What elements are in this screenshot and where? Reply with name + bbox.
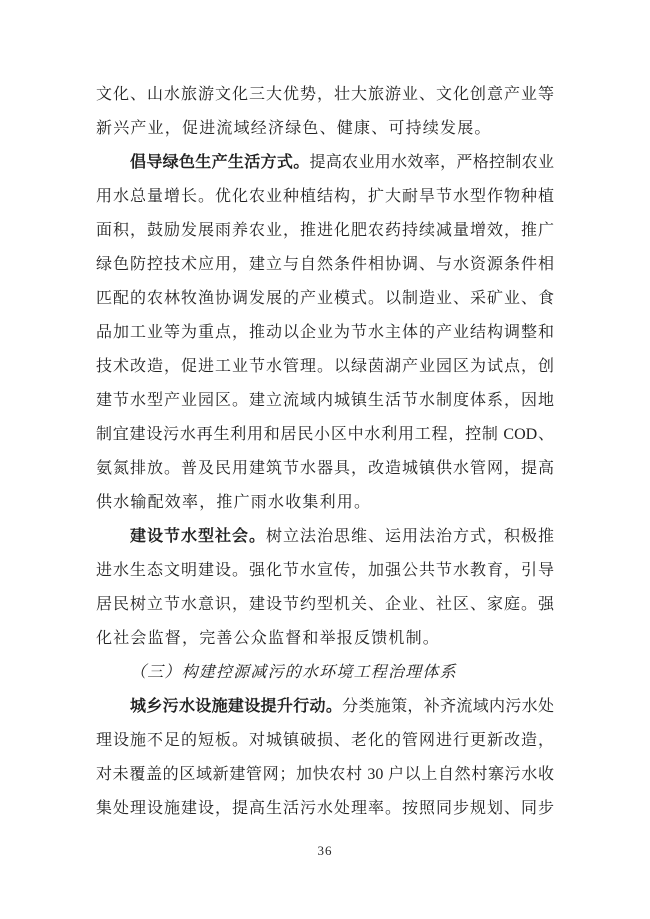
body-text: 氨氮排放。普及民用建筑节水器具，改造城镇供水管网，提高 [96,460,554,477]
body-text: 树立法治思维、运用法治方式，积极推 [266,528,554,545]
text-line [96,486,554,520]
body-text: 提高农业用水效率，严格控制农业 [309,154,554,171]
body-text: 用水总量增长。优化农业种植结构，扩大耐旱节水型作物种植 [96,188,554,205]
text-line [96,554,554,588]
body-text: 绿色防控技术应用，建立与自然条件相协调、与水资源条件相 [96,256,554,273]
page-number: 36 [317,843,333,858]
text-line [96,656,554,690]
text-line [96,724,554,758]
body-text: 对未覆盖的区域新建管网；加快农村 30 户以上自然村寨污水收 [96,766,554,783]
text-line [96,418,554,452]
body-text: 进水生态文明建设。强化节水宣传，加强公共节水教育，引导 [96,562,554,579]
text-line [96,248,554,282]
section-heading: （三）构建控源减污的水环境工程治理体系 [130,664,457,681]
body-text: 制宜建设污水再生利用和居民小区中水利用工程，控制 COD、 [96,426,554,443]
text-line [96,350,554,384]
run-in-heading: 建设节水型社会。 [130,528,266,545]
text-line [96,520,554,554]
text-line [96,282,554,316]
body-text: 化社会监督，完善公众监督和举报反馈机制。 [96,630,441,647]
run-in-heading: 倡导绿色生产生活方式。 [130,154,310,171]
body-text: 建节水型产业园区。建立流域内城镇生活节水制度体系，因地 [96,392,554,409]
body-text: 理设施不足的短板。对城镇破损、老化的管网进行更新改造， [96,732,554,749]
text-line [96,316,554,350]
run-in-heading: 城乡污水设施建设提升行动。 [130,698,343,715]
body-text: 文化、山水旅游文化三大优势，壮大旅游业、文化创意产业等 [96,86,554,103]
body-text: 集处理设施建设，提高生活污水处理率。按照同步规划、同步 [96,800,554,817]
text-line [96,758,554,792]
text-line [96,384,554,418]
document-text [96,78,554,826]
text-line [96,622,554,656]
text-line [96,146,554,180]
text-line [96,78,554,112]
body-text: 匹配的农林牧渔协调发展的产业模式。以制造业、采矿业、食 [96,290,554,307]
text-line [96,452,554,486]
text-line [96,180,554,214]
text-line [96,214,554,248]
body-text: 技术改造，促进工业节水管理。以绿茵湖产业园区为试点，创 [96,358,554,375]
body-text: 新兴产业，促进流域经济绿色、健康、可持续发展。 [96,120,492,137]
body-text: 供水输配效率，推广雨水收集利用。 [96,494,372,511]
body-text: 面积，鼓励发展雨养农业，推进化肥农药持续减量增效，推广 [96,222,554,239]
text-line [96,690,554,724]
body-text: 品加工业等为重点，推动以企业为节水主体的产业结构调整和 [96,324,554,341]
body-text: 分类施策，补齐流域内污水处 [342,698,554,715]
text-line [96,112,554,146]
text-line [96,792,554,826]
body-text: 居民树立节水意识，建设节约型机关、企业、社区、家庭。强 [96,596,554,613]
text-line [96,588,554,622]
